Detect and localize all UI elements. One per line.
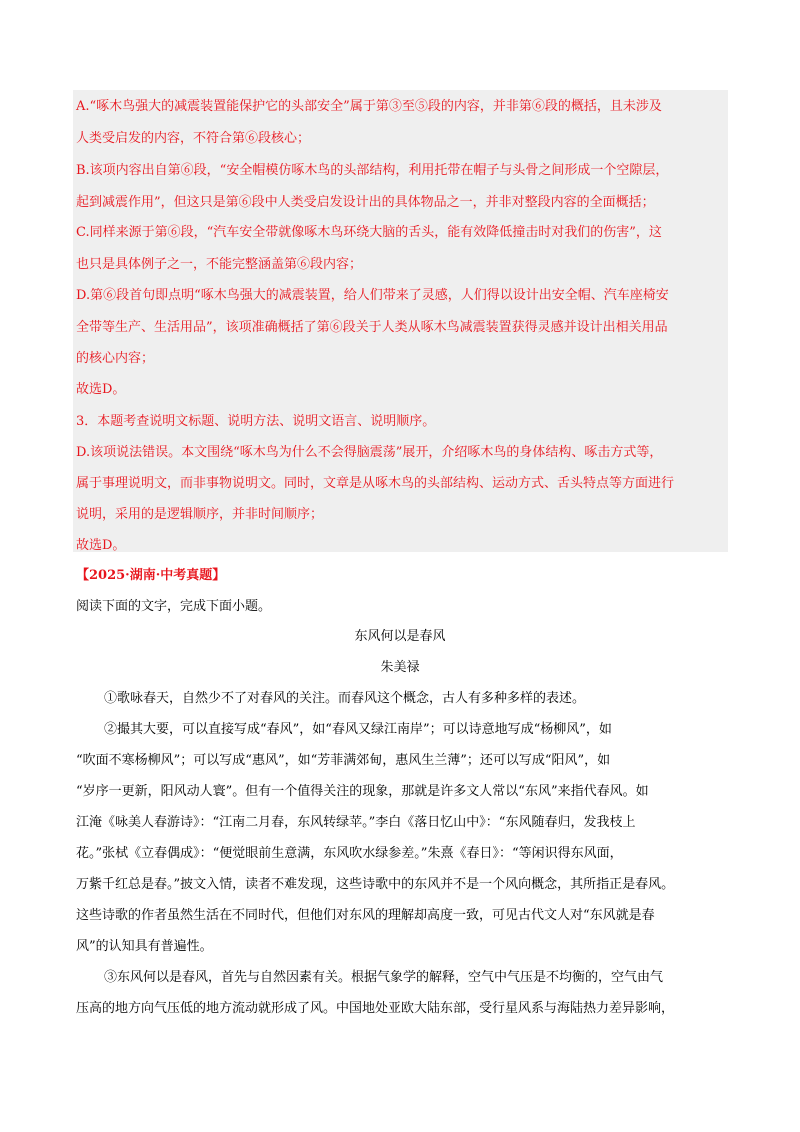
paragraph-2-line-4: 江淹《咏美人春游诗》：“江南二月春，东风转绿苹。”李白《落日忆山中》：“东风随春归，发我枝上: [76, 815, 636, 830]
article-title: 东风何以是春风: [354, 629, 446, 644]
instruction-text: 阅读下面的文字，完成下面小题。: [76, 599, 272, 614]
answer-line-a2: 人类受启发的内容，不符合第⑥段核心；: [76, 131, 311, 146]
article-author: 朱美禄: [380, 660, 420, 675]
answer-line-q3-d1: D.该项说法错误。本文围绕“啄木鸟为什么不会得脑震荡”展开，介绍啄木鸟的身体结构、啄击方式等，: [76, 445, 663, 460]
paragraph-3-line-2: 压高的地方向气压低的地方流动就形成了风。中国地处亚欧大陆东部，受行星风系与海陆热力差异影响，: [76, 1001, 675, 1016]
answer-line-d1: D.第⑥段首句即点明“啄木鸟强大的减震装置，给人们带来了灵感，人们得以设计出安全帽、汽车座椅安: [76, 288, 669, 303]
answer-line-q3-d3: 说明，采用的是逻辑顺序，并非时间顺序；: [76, 507, 324, 522]
paragraph-2-line-2: “吹面不寒杨柳风”；可以写成“惠风”，如“芳菲满郊甸，惠风生兰薄”；还可以写成“阳风”，如: [76, 753, 611, 768]
answer-line-conclusion-2: 故选D。: [76, 538, 126, 553]
paragraph-2-line-8: 风”的认知具有普遍性。: [76, 939, 213, 954]
answer-line-b2: 起到减震作用”，但这只是第⑥段中人类受启发设计出的具体物品之一，并非对整段内容的全面概括；: [76, 195, 655, 210]
answer-line-c2: 也只是具体例子之一，不能完整涵盖第⑥段内容；: [76, 257, 363, 272]
answer-line-d3: 的核心内容；: [76, 351, 155, 366]
answer-line-c1: C.同样来源于第⑥段，“汽车安全带就像啄木鸟环绕大脑的舌头，能有效降低撞击时对我们的伤害”，这: [76, 225, 662, 240]
paragraph-2-line-6: 万紫千红总是春。”披文入情，读者不难发现，这些诗歌中的东风并不是一个风向概念，其所指正是春风。: [76, 877, 675, 892]
paragraph-2-line-5: 花。”张栻《立春偶成》：“便觉眼前生意满，东风吹水绿参差。”朱熹《春日》：“等闲识得东风面，: [76, 846, 623, 861]
answer-line-conclusion-1: 故选D。: [76, 382, 126, 397]
paragraph-2-line-7: 这些诗歌的作者虽然生活在不同时代，但他们对东风的理解却高度一致，可见古代文人对“东风就是春: [76, 908, 655, 923]
answer-line-q3-d2: 属于事理说明文，而非事物说明文。同时，文章是从啄木鸟的头部结构、运动方式、舌头特点等方面进行: [76, 476, 675, 491]
paragraph-2-line-1: ②撮其大要，可以直接写成“春风”，如“春风又绿江南岸”；可以诗意地写成“杨柳风”，如: [104, 722, 612, 737]
source-tag: 【2025·湖南·中考真题】: [76, 568, 226, 583]
paragraph-2-line-3: “岁序一更新，阳风动人寰”。但有一个值得关注的现象，那就是许多文人常以“东风”来指代春风。如: [76, 784, 649, 799]
paragraph-3-line-1: ③东风何以是春风，首先与自然因素有关。根据气象学的解释，空气中气压是不均衡的，空气由气: [104, 970, 664, 985]
answer-line-b1: B.该项内容出自第⑥段，“安全帽模仿啄木鸟的头部结构，利用托带在帽子与头骨之间形成一个空隙层，: [76, 163, 669, 178]
answer-line-a1: A.“啄木鸟强大的减震装置能保护它的头部安全”属于第③至⑤段的内容，并非第⑥段的概括，且未涉及: [76, 99, 662, 114]
answer-line-d2: 全带等生产、生活用品”，该项准确概括了第⑥段关于人类从啄木鸟减震装置获得灵感并设计出相关用品: [76, 320, 668, 335]
answer-line-q3-head: 3．本题考查说明文标题、说明方法、说明文语言、说明顺序。: [76, 414, 436, 429]
paragraph-1-line-1: ①歌咏春天，自然少不了对春风的关注。而春风这个概念，古人有多种多样的表述。: [104, 691, 586, 706]
